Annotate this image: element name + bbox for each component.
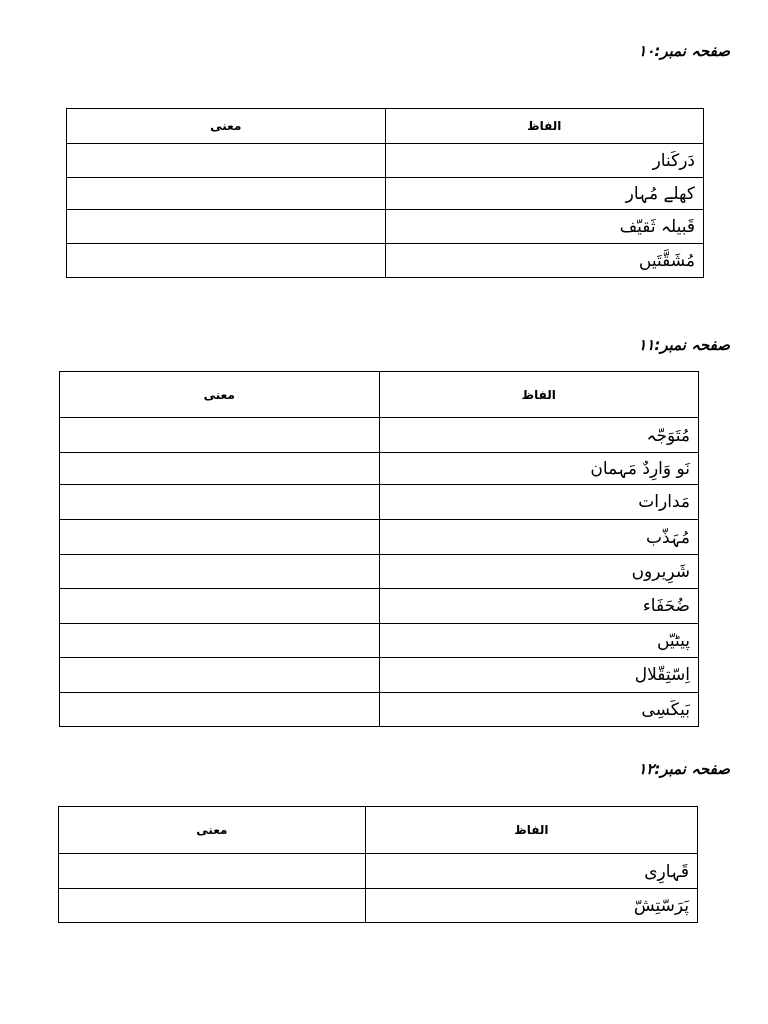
vocab-table [58, 806, 698, 923]
word-cell: بَیکَسِی [379, 693, 699, 727]
meaning-cell [60, 418, 380, 453]
meaning-cell [60, 589, 380, 624]
meaning-cell [67, 244, 386, 278]
vocab-table [66, 108, 704, 278]
word-cell: پیٹیّں [379, 624, 699, 658]
table-row [60, 555, 699, 589]
column-header-word: الفاظ [379, 372, 699, 418]
word-cell: قَہارِی [365, 854, 697, 889]
meaning-cell [60, 658, 380, 693]
word-cell: مُتَوَجّہ [379, 418, 699, 453]
meaning-cell [60, 624, 380, 658]
table-row [60, 693, 699, 727]
table-row [59, 889, 698, 923]
page-number-label: صفحہ نمبر:۱۰ [638, 42, 730, 60]
page-number-label: صفحہ نمبر:۱۲ [638, 760, 730, 778]
table-header-row [67, 109, 704, 144]
table-row [59, 854, 698, 889]
column-header-meaning: معنی [59, 807, 366, 854]
table-row [60, 589, 699, 624]
meaning-cell [67, 178, 386, 210]
meaning-cell [67, 144, 386, 178]
meaning-cell [67, 210, 386, 244]
table-row [67, 178, 704, 210]
table-row [60, 485, 699, 520]
table-row [60, 658, 699, 693]
meaning-cell [59, 889, 366, 923]
word-cell: مُہَذّب [379, 520, 699, 555]
column-header-meaning: معنی [60, 372, 380, 418]
word-cell: پَرَسّتِشّ [365, 889, 697, 923]
table-row [60, 624, 699, 658]
word-cell: مُشَقَّتَیں [385, 244, 704, 278]
word-cell: قَبیلہ ثَقیّف [385, 210, 704, 244]
meaning-cell [59, 854, 366, 889]
meaning-cell [60, 485, 380, 520]
word-cell: کھلے مُہار [385, 178, 704, 210]
vocab-table [59, 371, 699, 727]
table-row [67, 144, 704, 178]
word-cell: مَدارات [379, 485, 699, 520]
table-row [60, 520, 699, 555]
column-header-word: الفاظ [365, 807, 697, 854]
column-header-word: الفاظ [385, 109, 704, 144]
meaning-cell [60, 555, 380, 589]
table-header-row [60, 372, 699, 418]
meaning-cell [60, 453, 380, 485]
word-cell: شَرِیروں [379, 555, 699, 589]
table-row [67, 210, 704, 244]
meaning-cell [60, 520, 380, 555]
word-cell: دَرکَنار [385, 144, 704, 178]
word-cell: اِسّتِقّلال [379, 658, 699, 693]
column-header-meaning: معنی [67, 109, 386, 144]
table-row [60, 418, 699, 453]
table-header-row [59, 807, 698, 854]
word-cell: نَو وَارِدٌ مَہمان [379, 453, 699, 485]
table-row [60, 453, 699, 485]
word-cell: ضُحَفَاء [379, 589, 699, 624]
page-number-label: صفحہ نمبر:۱۱ [638, 336, 730, 354]
meaning-cell [60, 693, 380, 727]
table-row [67, 244, 704, 278]
